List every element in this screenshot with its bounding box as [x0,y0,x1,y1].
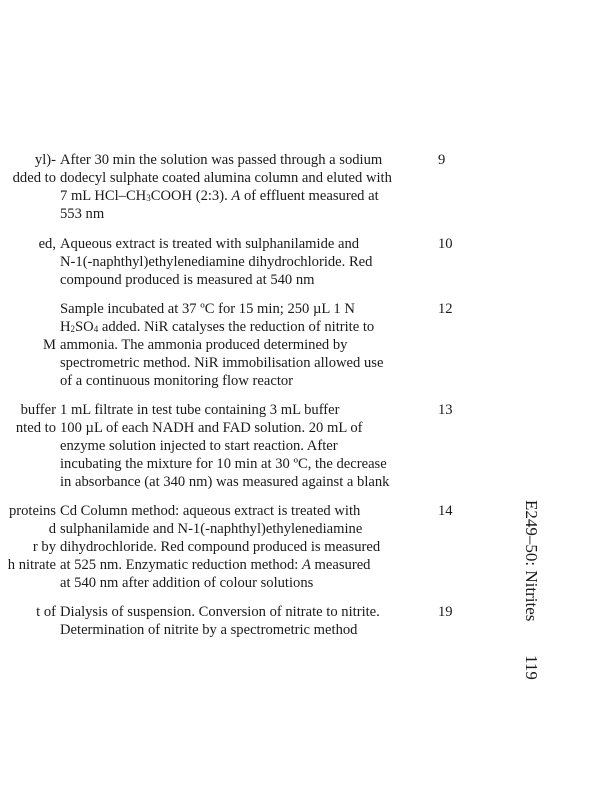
truncated-cell: buffer nted to [15,402,56,436]
reference-number: 13 [438,402,453,418]
running-head [522,500,540,680]
reference-number: 9 [438,152,446,168]
reference-number: 14 [438,503,453,519]
method-cell: 1 mL filtrate in test tube containing 3 mL buffer 100 µL of each NADH and FAD solution. 20 mL of enzyme solution injected to start reaction. After incubating the mixture for 10 min at 30 ºC, the decrease in absorbance (at 340 nm) was measured against a blank [60,402,390,490]
method-cell: After 30 min the solution was passed through a sodium dodecyl sulphate coated alumina column and eluted with 7 mL HCl–$CH_3COOH$ (2:3). A of effluent measured at 553 nm [60,152,392,222]
method-cell: Dialysis of suspension. Conversion of nitrate to nitrite. Determination of nitrite by a spectrometric method [60,604,380,638]
truncated-cell: proteins d r by h nitrate [7,503,56,573]
reference-number: 10 [438,236,453,252]
method-cell: Sample incubated at 37 ºC for 15 min; 250 µL 1 N $H_2SO_4$ added. NiR catalyses the reduction of nitrite to ammonia. The ammonia produced determined by spectrometric method. NiR immobilisation allowed use of a continuous monitoring flow reactor [60,301,384,389]
truncated-cell: t of [36,604,56,620]
method-cell: Aqueous extract is treated with sulphanilamide and N-1(-naphthyl)ethylenediamine dihydrochloride. Red compound produced is measured at 540 nm [60,236,373,288]
truncated-cell: yl)- dded to [12,152,56,186]
method-cell: Cd Column method: aqueous extract is treated with sulphanilamide and N-1(-naphthyl)ethylenediamine dihydrochloride. Red compound produced is measured at 525 nm. Enzymatic reduction method: A measured at 540 nm after addition of colour solutions [60,503,381,591]
page-number: 119 [522,655,541,681]
truncated-cell: ed, [38,236,56,252]
reference-number: 19 [438,604,453,620]
running-head-title: E249–50: Nitrites [522,500,541,622]
reference-number: 12 [438,301,453,317]
truncated-cell: M [43,337,56,353]
